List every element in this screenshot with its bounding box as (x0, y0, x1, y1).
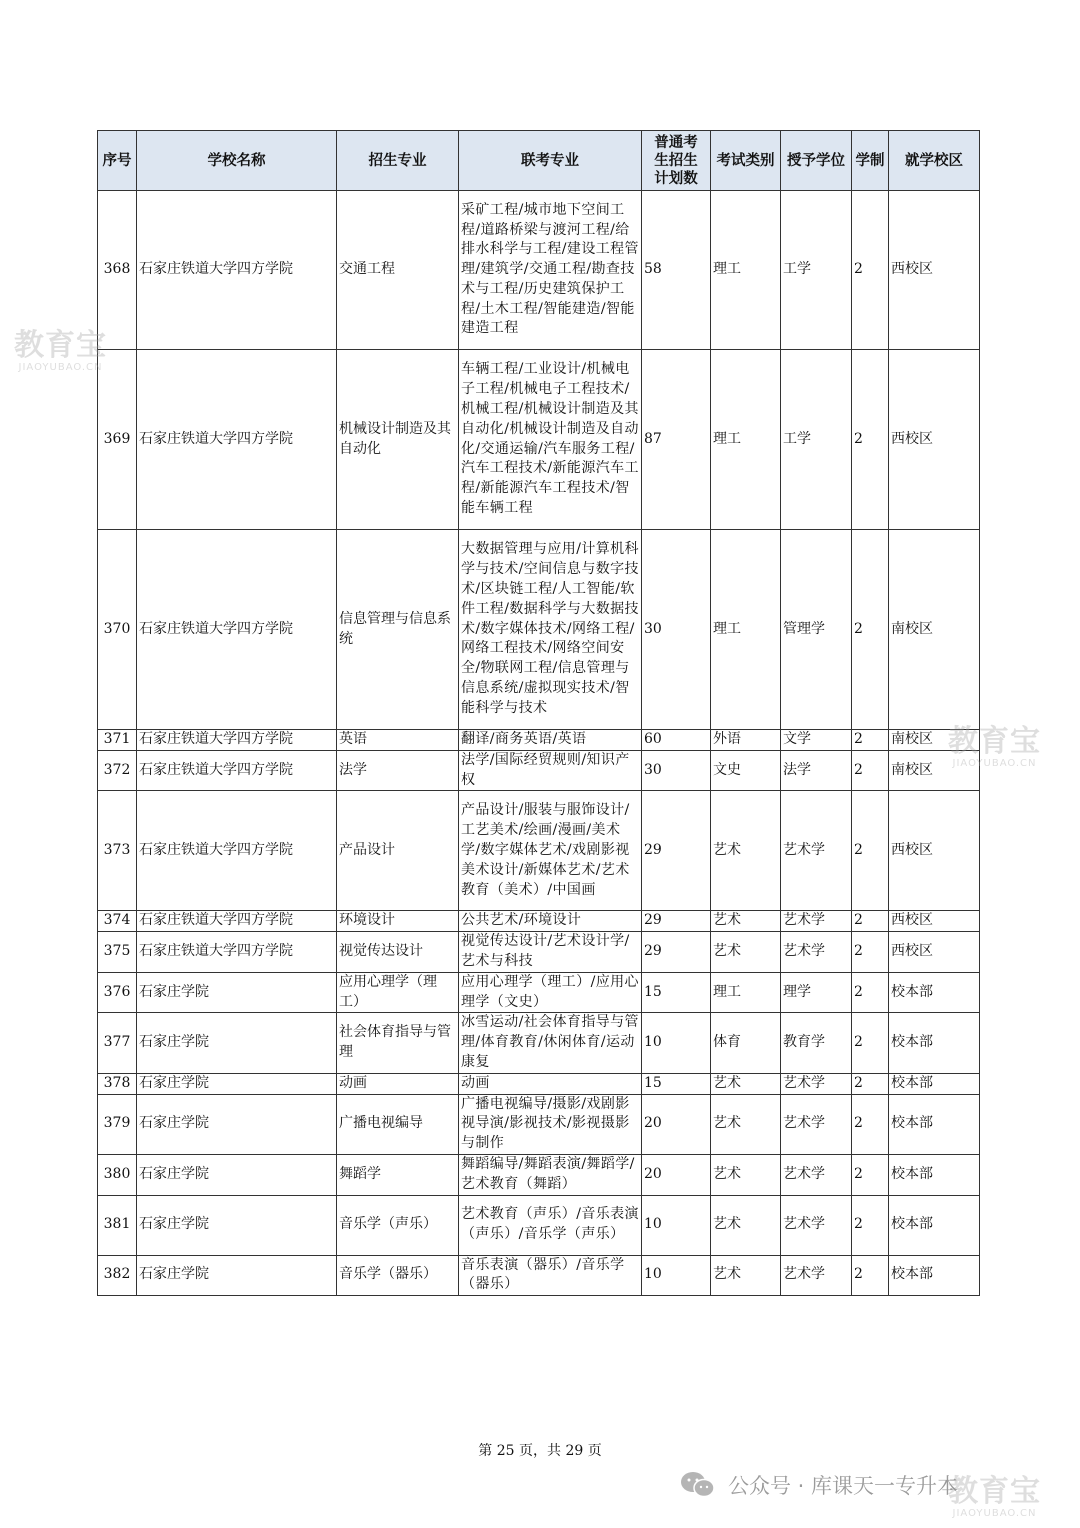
plan-count-cell: 30 (642, 750, 711, 791)
plan-count-cell: 15 (642, 972, 711, 1013)
major-cell: 机械设计制造及其自动化 (337, 350, 459, 530)
degree-cell: 艺术学 (781, 1073, 852, 1094)
degree-cell: 工学 (781, 191, 852, 350)
degree-cell: 理学 (781, 972, 852, 1013)
school-cell: 石家庄铁道大学四方学院 (137, 350, 337, 530)
table-row (98, 730, 980, 751)
duration-cell: 2 (852, 191, 889, 350)
table-row (98, 750, 980, 791)
table-row (98, 911, 980, 932)
exam-type-cell: 艺术 (711, 791, 781, 911)
page-number: 第 25 页，共 29 页 (478, 1443, 602, 1459)
exam-major-cell: 公共艺术/环境设计 (459, 911, 642, 932)
seq-cell: 369 (98, 350, 137, 530)
header-exam-type: 考试类别 (711, 131, 781, 191)
exam-type-cell: 艺术 (711, 911, 781, 932)
school-cell: 石家庄铁道大学四方学院 (137, 191, 337, 350)
table-row (98, 191, 980, 350)
exam-major-cell: 舞蹈编导/舞蹈表演/舞蹈学/艺术教育（舞蹈） (459, 1154, 642, 1195)
exam-type-cell: 艺术 (711, 1255, 781, 1296)
major-cell: 动画 (337, 1073, 459, 1094)
table-row (98, 1073, 980, 1094)
plan-count-cell: 20 (642, 1094, 711, 1154)
header-degree: 授予学位 (781, 131, 852, 191)
plan-count-cell: 10 (642, 1195, 711, 1255)
plan-count-cell: 10 (642, 1255, 711, 1296)
campus-cell: 西校区 (889, 911, 980, 932)
major-cell: 音乐学（器乐） (337, 1255, 459, 1296)
exam-type-cell: 理工 (711, 191, 781, 350)
duration-cell: 2 (852, 1195, 889, 1255)
duration-cell: 2 (852, 750, 889, 791)
degree-cell: 艺术学 (781, 911, 852, 932)
wechat-account-text: 公众号 · 库课天一专升本 (728, 1474, 959, 1498)
exam-type-cell: 理工 (711, 530, 781, 730)
exam-type-cell: 文史 (711, 750, 781, 791)
exam-type-cell: 外语 (711, 730, 781, 751)
exam-type-cell: 理工 (711, 972, 781, 1013)
plan-count-cell: 29 (642, 911, 711, 932)
exam-major-cell: 冰雪运动/社会体育指导与管理/体育教育/休闲体育/运动康复 (459, 1013, 642, 1073)
plan-count-cell: 29 (642, 932, 711, 973)
degree-cell: 法学 (781, 750, 852, 791)
major-cell: 应用心理学（理工） (337, 972, 459, 1013)
table-row (98, 972, 980, 1013)
major-cell: 英语 (337, 730, 459, 751)
degree-cell: 教育学 (781, 1013, 852, 1073)
degree-cell: 管理学 (781, 530, 852, 730)
major-cell: 环境设计 (337, 911, 459, 932)
header-school: 学校名称 (137, 131, 337, 191)
school-cell: 石家庄铁道大学四方学院 (137, 932, 337, 973)
duration-cell: 2 (852, 1255, 889, 1296)
seq-cell: 370 (98, 530, 137, 730)
wechat-icon (680, 1471, 716, 1499)
seq-cell: 380 (98, 1154, 137, 1195)
plan-count-cell: 29 (642, 791, 711, 911)
duration-cell: 2 (852, 932, 889, 973)
plan-count-cell: 60 (642, 730, 711, 751)
seq-cell: 379 (98, 1094, 137, 1154)
campus-cell: 南校区 (889, 750, 980, 791)
exam-major-cell: 广播电视编导/摄影/戏剧影视导演/影视技术/影视摄影与制作 (459, 1094, 642, 1154)
plan-count-cell: 30 (642, 530, 711, 730)
school-cell: 石家庄铁道大学四方学院 (137, 911, 337, 932)
table-row (98, 1094, 980, 1154)
plan-count-cell: 10 (642, 1013, 711, 1073)
header-campus: 就学校区 (889, 131, 980, 191)
school-cell: 石家庄学院 (137, 1255, 337, 1296)
campus-cell: 西校区 (889, 932, 980, 973)
table-row (98, 1255, 980, 1296)
seq-cell: 372 (98, 750, 137, 791)
watermark-domain: JIAOYUBAO.CN (952, 758, 1037, 769)
header-plan-count: 普通考生招生计划数 (642, 131, 711, 191)
table-body (98, 191, 980, 1296)
seq-cell: 368 (98, 191, 137, 350)
table-row (98, 350, 980, 530)
exam-major-cell: 大数据管理与应用/计算机科学与技术/空间信息与数字技术/区块链工程/人工智能/软件工程/数据科学与大数据技术/数字媒体技术/网络工程/网络工程技术/网络空间安全/物联网工程/信息管理与信息系统/虚拟现实技术/智能科学与技术 (459, 530, 642, 730)
exam-major-cell: 艺术教育（声乐）/音乐表演（声乐）/音乐学（声乐） (459, 1195, 642, 1255)
header-seq: 序号 (98, 131, 137, 191)
admission-plan-table (97, 130, 980, 1296)
campus-cell: 校本部 (889, 1013, 980, 1073)
exam-major-cell: 法学/国际经贸规则/知识产权 (459, 750, 642, 791)
campus-cell: 校本部 (889, 972, 980, 1013)
school-cell: 石家庄学院 (137, 1154, 337, 1195)
table-row (98, 1154, 980, 1195)
seq-cell: 377 (98, 1013, 137, 1073)
degree-cell: 艺术学 (781, 1255, 852, 1296)
seq-cell: 374 (98, 911, 137, 932)
seq-cell: 375 (98, 932, 137, 973)
table-row (98, 1013, 980, 1073)
exam-type-cell: 体育 (711, 1013, 781, 1073)
campus-cell: 校本部 (889, 1073, 980, 1094)
exam-major-cell: 产品设计/服装与服饰设计/工艺美术/绘画/漫画/美术学/数字媒体艺术/戏剧影视美术设计/新媒体艺术/艺术教育（美术）/中国画 (459, 791, 642, 911)
duration-cell: 2 (852, 1013, 889, 1073)
major-cell: 交通工程 (337, 191, 459, 350)
exam-type-cell: 艺术 (711, 932, 781, 973)
exam-major-cell: 动画 (459, 1073, 642, 1094)
duration-cell: 2 (852, 350, 889, 530)
campus-cell: 校本部 (889, 1094, 980, 1154)
header-duration: 学制 (852, 131, 889, 191)
school-cell: 石家庄学院 (137, 972, 337, 1013)
seq-cell: 381 (98, 1195, 137, 1255)
seq-cell: 382 (98, 1255, 137, 1296)
campus-cell: 校本部 (889, 1154, 980, 1195)
school-cell: 石家庄铁道大学四方学院 (137, 791, 337, 911)
table-header-row (98, 131, 980, 191)
plan-count-cell: 20 (642, 1154, 711, 1195)
header-major: 招生专业 (337, 131, 459, 191)
watermark-brand: 教育宝 (948, 724, 1041, 759)
seq-cell: 376 (98, 972, 137, 1013)
school-cell: 石家庄铁道大学四方学院 (137, 530, 337, 730)
header-exam-major: 联考专业 (459, 131, 642, 191)
watermark-brand: 教育宝 (14, 328, 107, 363)
school-cell: 石家庄铁道大学四方学院 (137, 750, 337, 791)
degree-cell: 艺术学 (781, 791, 852, 911)
plan-count-cell: 87 (642, 350, 711, 530)
exam-type-cell: 艺术 (711, 1094, 781, 1154)
plan-count-cell: 58 (642, 191, 711, 350)
major-cell: 舞蹈学 (337, 1154, 459, 1195)
school-cell: 石家庄铁道大学四方学院 (137, 730, 337, 751)
degree-cell: 艺术学 (781, 932, 852, 973)
table-row (98, 1195, 980, 1255)
duration-cell: 2 (852, 1094, 889, 1154)
duration-cell: 2 (852, 730, 889, 751)
exam-type-cell: 理工 (711, 350, 781, 530)
degree-cell: 工学 (781, 350, 852, 530)
wechat-account-caption (680, 1470, 958, 1500)
watermark-brand: 教育宝 (948, 1474, 1041, 1509)
seq-cell: 373 (98, 791, 137, 911)
table-row (98, 932, 980, 973)
table-row (98, 530, 980, 730)
table-row (98, 791, 980, 911)
school-cell: 石家庄学院 (137, 1094, 337, 1154)
major-cell: 法学 (337, 750, 459, 791)
campus-cell: 西校区 (889, 191, 980, 350)
degree-cell: 文学 (781, 730, 852, 751)
campus-cell: 西校区 (889, 791, 980, 911)
school-cell: 石家庄学院 (137, 1073, 337, 1094)
watermark-left (14, 330, 107, 373)
duration-cell: 2 (852, 791, 889, 911)
duration-cell: 2 (852, 1154, 889, 1195)
degree-cell: 艺术学 (781, 1195, 852, 1255)
duration-cell: 2 (852, 911, 889, 932)
duration-cell: 2 (852, 972, 889, 1013)
duration-cell: 2 (852, 1073, 889, 1094)
duration-cell: 2 (852, 530, 889, 730)
plan-count-cell: 15 (642, 1073, 711, 1094)
degree-cell: 艺术学 (781, 1094, 852, 1154)
watermark-domain: JIAOYUBAO.CN (18, 362, 103, 373)
watermark-domain: JIAOYUBAO.CN (952, 1508, 1037, 1519)
exam-major-cell: 采矿工程/城市地下空间工程/道路桥梁与渡河工程/给排水科学与工程/建设工程管理/建筑学/交通工程/勘查技术与工程/历史建筑保护工程/土木工程/智能建造/智能建造工程 (459, 191, 642, 350)
exam-major-cell: 应用心理学（理工）/应用心理学（文史） (459, 972, 642, 1013)
exam-type-cell: 艺术 (711, 1154, 781, 1195)
exam-type-cell: 艺术 (711, 1073, 781, 1094)
degree-cell: 艺术学 (781, 1154, 852, 1195)
campus-cell: 南校区 (889, 530, 980, 730)
seq-cell: 378 (98, 1073, 137, 1094)
school-cell: 石家庄学院 (137, 1013, 337, 1073)
campus-cell: 西校区 (889, 350, 980, 530)
campus-cell: 校本部 (889, 1195, 980, 1255)
major-cell: 社会体育指导与管理 (337, 1013, 459, 1073)
exam-major-cell: 音乐表演（器乐）/音乐学（器乐） (459, 1255, 642, 1296)
major-cell: 音乐学（声乐） (337, 1195, 459, 1255)
major-cell: 广播电视编导 (337, 1094, 459, 1154)
major-cell: 信息管理与信息系统 (337, 530, 459, 730)
exam-major-cell: 翻译/商务英语/英语 (459, 730, 642, 751)
exam-type-cell: 艺术 (711, 1195, 781, 1255)
school-cell: 石家庄学院 (137, 1195, 337, 1255)
campus-cell: 南校区 (889, 730, 980, 751)
seq-cell: 371 (98, 730, 137, 751)
major-cell: 产品设计 (337, 791, 459, 911)
watermark-bottom (948, 1476, 1041, 1519)
campus-cell: 校本部 (889, 1255, 980, 1296)
major-cell: 视觉传达设计 (337, 932, 459, 973)
exam-major-cell: 视觉传达设计/艺术设计学/艺术与科技 (459, 932, 642, 973)
exam-major-cell: 车辆工程/工业设计/机械电子工程/机械电子工程技术/机械工程/机械设计制造及其自动化/机械设计制造及自动化/交通运输/汽车服务工程/汽车工程技术/新能源汽车工程/新能源汽车工程技术/智能车辆工程 (459, 350, 642, 530)
